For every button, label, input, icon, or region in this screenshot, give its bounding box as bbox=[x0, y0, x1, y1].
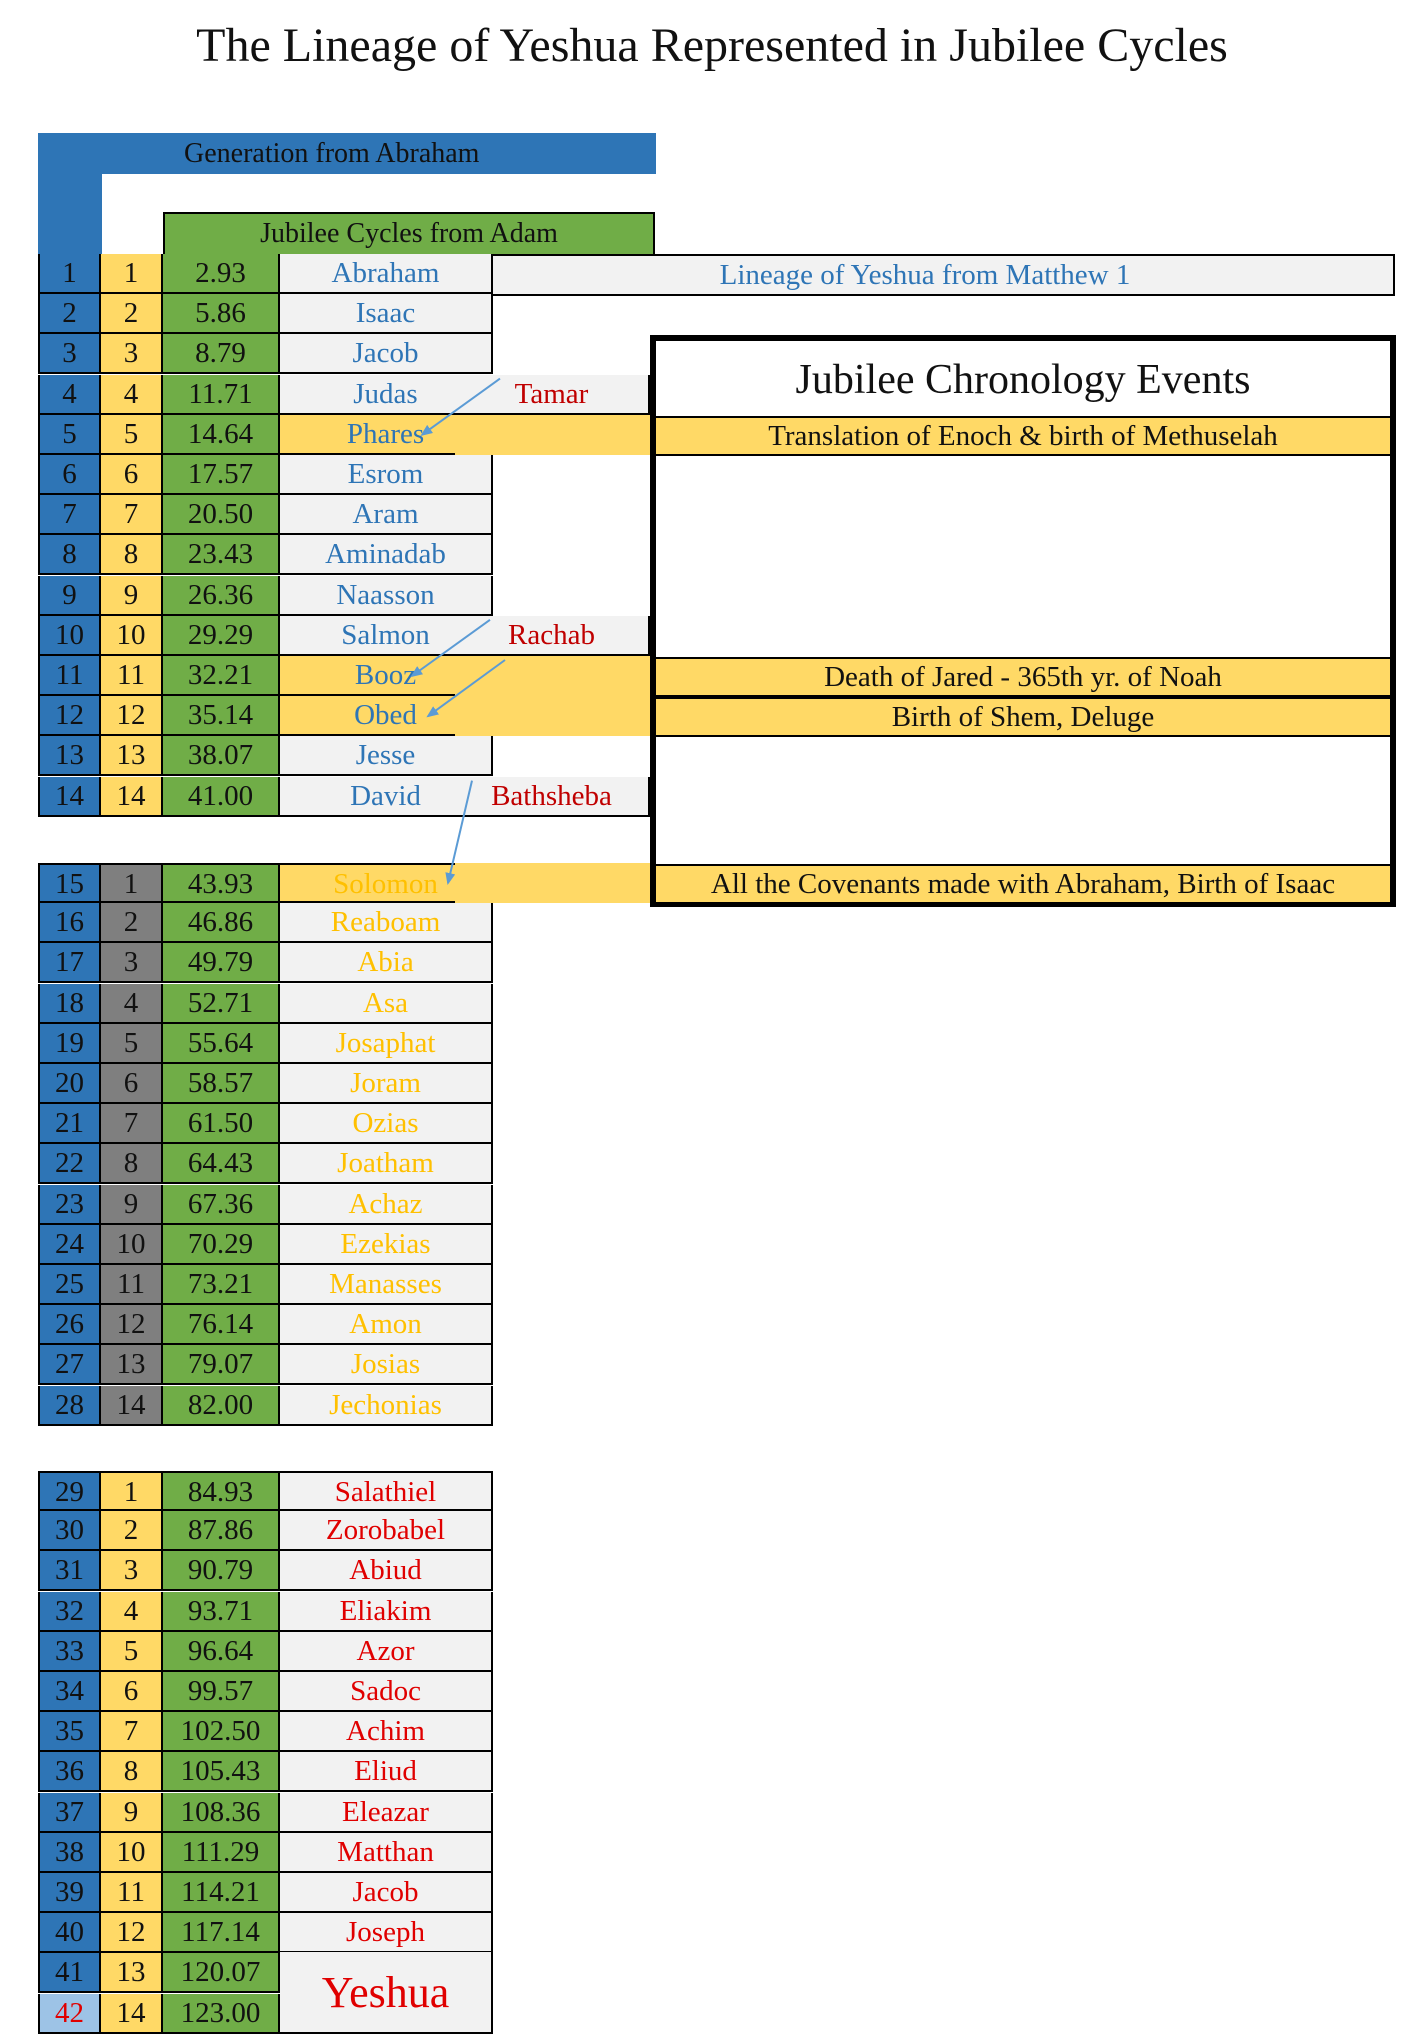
name-cell: Naasson bbox=[280, 576, 493, 616]
group-index-cell: 14 bbox=[101, 1994, 163, 2034]
group-index-cell: 1 bbox=[101, 254, 163, 294]
group-index-cell: 13 bbox=[101, 1345, 163, 1385]
generation-cell: 18 bbox=[38, 984, 101, 1024]
generation-cell: 5 bbox=[38, 415, 101, 455]
name-cell: Matthan bbox=[280, 1833, 493, 1873]
jubilee-cell: 96.64 bbox=[163, 1632, 280, 1672]
jubilee-cell: 117.14 bbox=[163, 1913, 280, 1953]
jubilee-cell: 87.86 bbox=[163, 1511, 280, 1551]
group-index-cell: 12 bbox=[101, 696, 163, 736]
group-index-cell: 6 bbox=[101, 455, 163, 495]
generation-cell: 12 bbox=[38, 696, 101, 736]
name-cell: Obed bbox=[280, 696, 493, 736]
jubilee-cell: 23.43 bbox=[163, 535, 280, 575]
generation-cell: 16 bbox=[38, 903, 101, 943]
generation-cell: 15 bbox=[38, 863, 101, 903]
name-cell: Achaz bbox=[280, 1185, 493, 1225]
name-cell: Esrom bbox=[280, 455, 493, 495]
group-index-cell: 5 bbox=[101, 1024, 163, 1064]
jubilee-cell: 120.07 bbox=[163, 1953, 280, 1993]
name-cell: Josaphat bbox=[280, 1024, 493, 1064]
generation-cell: 31 bbox=[38, 1551, 101, 1591]
generation-cell: 9 bbox=[38, 576, 101, 616]
generation-cell: 39 bbox=[38, 1873, 101, 1913]
name-cell: David bbox=[280, 777, 493, 817]
name-cell: Aminadab bbox=[280, 535, 493, 575]
group-index-cell: 7 bbox=[101, 1712, 163, 1752]
jubilee-cell: 79.07 bbox=[163, 1345, 280, 1385]
group-index-cell: 10 bbox=[101, 1833, 163, 1873]
group-index-cell: 2 bbox=[101, 903, 163, 943]
jubilee-cell: 5.86 bbox=[163, 294, 280, 334]
jubilee-cell: 20.50 bbox=[163, 495, 280, 535]
name-cell: Isaac bbox=[280, 294, 493, 334]
jubilee-cell: 38.07 bbox=[163, 736, 280, 776]
yeshua-cell: Yeshua bbox=[280, 1952, 493, 2034]
name-cell: Eleazar bbox=[280, 1793, 493, 1833]
name-cell: Abiud bbox=[280, 1551, 493, 1591]
generation-cell: 11 bbox=[38, 656, 101, 696]
jubilee-cell: 14.64 bbox=[163, 415, 280, 455]
event-row: Birth of Shem, Deluge bbox=[656, 697, 1390, 737]
arrow bbox=[412, 620, 490, 676]
jubilee-cell: 111.29 bbox=[163, 1833, 280, 1873]
group-index-cell: 9 bbox=[101, 576, 163, 616]
arrow bbox=[428, 660, 505, 716]
generation-cell: 42 bbox=[38, 1994, 101, 2034]
group-index-cell: 7 bbox=[101, 1104, 163, 1144]
group-index-cell: 12 bbox=[101, 1913, 163, 1953]
generation-cell: 25 bbox=[38, 1265, 101, 1305]
jubilee-header: Jubilee Cycles from Adam bbox=[163, 212, 655, 254]
group-index-cell: 6 bbox=[101, 1064, 163, 1104]
name-cell: Azor bbox=[280, 1632, 493, 1672]
name-cell: Jesse bbox=[280, 736, 493, 776]
women-name: Rachab bbox=[455, 616, 650, 656]
group-index-cell: 13 bbox=[101, 1953, 163, 1993]
name-cell: Jacob bbox=[280, 1873, 493, 1913]
name-cell: Jechonias bbox=[280, 1386, 493, 1426]
generation-cell: 24 bbox=[38, 1225, 101, 1265]
generation-header: Generation from Abraham bbox=[38, 133, 656, 174]
group-index-cell: 11 bbox=[101, 656, 163, 696]
name-cell: Ozias bbox=[280, 1104, 493, 1144]
jubilee-cell: 8.79 bbox=[163, 334, 280, 374]
name-cell: Ezekias bbox=[280, 1225, 493, 1265]
name-cell: Salmon bbox=[280, 616, 493, 656]
group-index-cell: 7 bbox=[101, 495, 163, 535]
group-index-cell: 10 bbox=[101, 616, 163, 656]
generation-cell: 1 bbox=[38, 254, 101, 294]
generation-cell: 36 bbox=[38, 1752, 101, 1792]
arrow bbox=[422, 379, 500, 435]
jubilee-cell: 55.64 bbox=[163, 1024, 280, 1064]
jubilee-cell: 84.93 bbox=[163, 1471, 280, 1511]
jubilee-cell: 99.57 bbox=[163, 1672, 280, 1712]
generation-cell: 3 bbox=[38, 334, 101, 374]
name-cell: Asa bbox=[280, 984, 493, 1024]
jubilee-cell: 26.36 bbox=[163, 576, 280, 616]
group-index-cell: 3 bbox=[101, 334, 163, 374]
arrow bbox=[448, 781, 472, 883]
jubilee-cell: 32.21 bbox=[163, 656, 280, 696]
name-cell: Eliakim bbox=[280, 1592, 493, 1632]
group-index-cell: 4 bbox=[101, 984, 163, 1024]
group-index-cell: 11 bbox=[101, 1873, 163, 1913]
women-name: Tamar bbox=[455, 375, 650, 415]
jubilee-cell: 43.93 bbox=[163, 863, 280, 903]
generation-cell: 7 bbox=[38, 495, 101, 535]
group-index-cell: 14 bbox=[101, 777, 163, 817]
group-index-cell: 1 bbox=[101, 863, 163, 903]
generation-cell: 21 bbox=[38, 1104, 101, 1144]
generation-cell: 26 bbox=[38, 1305, 101, 1345]
generation-cell: 10 bbox=[38, 616, 101, 656]
group-index-cell: 11 bbox=[101, 1265, 163, 1305]
generation-cell: 27 bbox=[38, 1345, 101, 1385]
generation-cell: 35 bbox=[38, 1712, 101, 1752]
name-cell: Eliud bbox=[280, 1752, 493, 1792]
jubilee-cell: 105.43 bbox=[163, 1752, 280, 1792]
name-cell: Solomon bbox=[280, 863, 493, 903]
event-row: Death of Jared - 365th yr. of Noah bbox=[656, 657, 1390, 697]
name-cell: Joseph bbox=[280, 1913, 493, 1953]
name-cell: Phares bbox=[280, 415, 493, 455]
name-cell: Amon bbox=[280, 1305, 493, 1345]
generation-cell: 2 bbox=[38, 294, 101, 334]
jubilee-cell: 29.29 bbox=[163, 616, 280, 656]
generation-cell: 41 bbox=[38, 1953, 101, 1993]
jubilee-cell: 46.86 bbox=[163, 903, 280, 943]
generation-cell: 32 bbox=[38, 1592, 101, 1632]
generation-cell: 13 bbox=[38, 736, 101, 776]
name-cell: Joram bbox=[280, 1064, 493, 1104]
event-row: Translation of Enoch & birth of Methuselah bbox=[656, 416, 1390, 456]
jubilee-cell: 114.21 bbox=[163, 1873, 280, 1913]
group-index-cell: 4 bbox=[101, 1592, 163, 1632]
group-index-cell: 1 bbox=[101, 1471, 163, 1511]
event-row: All the Covenants made with Abraham, Birth of Isaac bbox=[656, 864, 1390, 904]
generation-cell: 29 bbox=[38, 1471, 101, 1511]
generation-cell: 40 bbox=[38, 1913, 101, 1953]
name-cell: Zorobabel bbox=[280, 1511, 493, 1551]
name-cell: Aram bbox=[280, 495, 493, 535]
generation-cell: 23 bbox=[38, 1185, 101, 1225]
generation-cell: 20 bbox=[38, 1064, 101, 1104]
group-index-cell: 5 bbox=[101, 1632, 163, 1672]
group-index-cell: 5 bbox=[101, 415, 163, 455]
jubilee-cell: 123.00 bbox=[163, 1994, 280, 2034]
generation-cell: 34 bbox=[38, 1672, 101, 1712]
events-title: Jubilee Chronology Events bbox=[656, 341, 1390, 419]
generation-cell: 30 bbox=[38, 1511, 101, 1551]
jubilee-cell: 2.93 bbox=[163, 254, 280, 294]
jubilee-cell: 90.79 bbox=[163, 1551, 280, 1591]
name-cell: Joatham bbox=[280, 1144, 493, 1184]
generation-cell: 4 bbox=[38, 375, 101, 415]
generation-cell: 37 bbox=[38, 1793, 101, 1833]
jubilee-cell: 73.21 bbox=[163, 1265, 280, 1305]
page-title: The Lineage of Yeshua Represented in Jubilee Cycles bbox=[196, 19, 1228, 72]
name-cell: Salathiel bbox=[280, 1471, 493, 1511]
name-cell: Abia bbox=[280, 943, 493, 983]
name-cell: Achim bbox=[280, 1712, 493, 1752]
jubilee-cell: 35.14 bbox=[163, 696, 280, 736]
group-index-cell: 10 bbox=[101, 1225, 163, 1265]
jubilee-cell: 17.57 bbox=[163, 455, 280, 495]
lineage-label: Lineage of Yeshua from Matthew 1 bbox=[455, 254, 1395, 296]
jubilee-cell: 41.00 bbox=[163, 777, 280, 817]
generation-cell: 14 bbox=[38, 777, 101, 817]
jubilee-cell: 11.71 bbox=[163, 375, 280, 415]
name-cell: Abraham bbox=[280, 254, 493, 294]
jubilee-cell: 61.50 bbox=[163, 1104, 280, 1144]
jubilee-cell: 70.29 bbox=[163, 1225, 280, 1265]
generation-cell: 19 bbox=[38, 1024, 101, 1064]
group-index-cell: 14 bbox=[101, 1386, 163, 1426]
generation-cell: 28 bbox=[38, 1386, 101, 1426]
women-name: Bathsheba bbox=[455, 777, 650, 817]
name-cell: Booz bbox=[280, 656, 493, 696]
jubilee-cell: 102.50 bbox=[163, 1712, 280, 1752]
group-index-cell: 8 bbox=[101, 535, 163, 575]
group-index-cell: 8 bbox=[101, 1752, 163, 1792]
generation-cell: 22 bbox=[38, 1144, 101, 1184]
jubilee-cell: 49.79 bbox=[163, 943, 280, 983]
jubilee-cell: 64.43 bbox=[163, 1144, 280, 1184]
jubilee-cell: 108.36 bbox=[163, 1793, 280, 1833]
group-index-cell: 13 bbox=[101, 736, 163, 776]
group-index-cell: 9 bbox=[101, 1793, 163, 1833]
group-index-cell: 2 bbox=[101, 1511, 163, 1551]
name-cell: Sadoc bbox=[280, 1672, 493, 1712]
generation-cell: 8 bbox=[38, 535, 101, 575]
generation-cell: 33 bbox=[38, 1632, 101, 1672]
group-index-cell: 9 bbox=[101, 1185, 163, 1225]
group-index-cell: 12 bbox=[101, 1305, 163, 1345]
jubilee-cell: 52.71 bbox=[163, 984, 280, 1024]
jubilee-cell: 67.36 bbox=[163, 1185, 280, 1225]
jubilee-cell: 82.00 bbox=[163, 1386, 280, 1426]
generation-cell: 17 bbox=[38, 943, 101, 983]
name-cell: Judas bbox=[280, 375, 493, 415]
name-cell: Manasses bbox=[280, 1265, 493, 1305]
generation-cell: 6 bbox=[38, 455, 101, 495]
name-cell: Jacob bbox=[280, 334, 493, 374]
name-cell: Josias bbox=[280, 1345, 493, 1385]
group-index-cell: 2 bbox=[101, 294, 163, 334]
group-index-cell: 6 bbox=[101, 1672, 163, 1712]
generation-cell: 38 bbox=[38, 1833, 101, 1873]
name-cell: Reaboam bbox=[280, 903, 493, 943]
jubilee-cell: 93.71 bbox=[163, 1592, 280, 1632]
jubilee-cell: 58.57 bbox=[163, 1064, 280, 1104]
group-index-cell: 3 bbox=[101, 943, 163, 983]
group-index-cell: 8 bbox=[101, 1144, 163, 1184]
jubilee-cell: 76.14 bbox=[163, 1305, 280, 1345]
group-index-cell: 4 bbox=[101, 375, 163, 415]
group-index-cell: 3 bbox=[101, 1551, 163, 1591]
